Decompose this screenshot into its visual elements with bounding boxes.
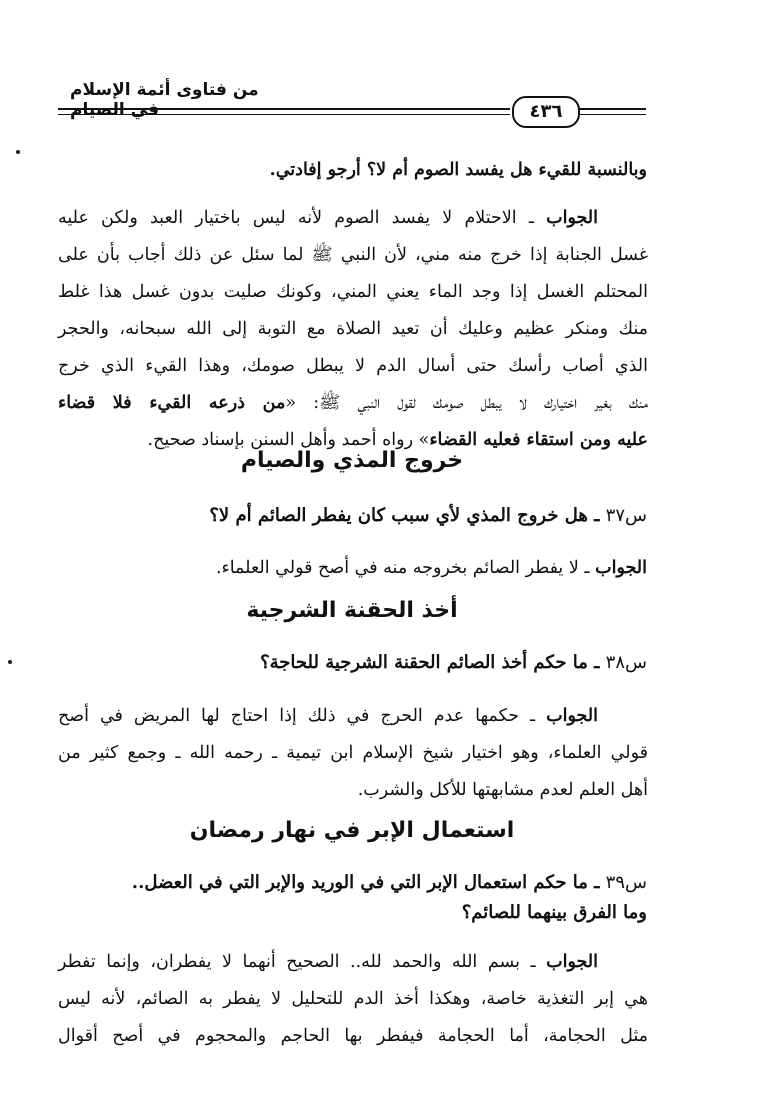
header-rule	[58, 108, 510, 110]
answer-38: الجواب ـ حكمها عدم الحرج في ذلك إذا احتاج لها المريض في أصح قولي العلماء، وهو اختيار شيخ الإسلام ابن تيمية ـ رحمه الله ـ وجمع كثير من أهل العلم لعدم مشابهتها للأكل والشرب.	[58, 706, 648, 800]
header-rule-thin	[58, 114, 510, 115]
margin-mark	[16, 150, 20, 154]
section-heading: استعمال الإبر في نهار رمضان	[189, 818, 515, 843]
hadith-quote: من ذرعه القيء فلا قضاء	[58, 393, 286, 413]
answer-paragraph: الجواب ـ الاحتلام لا يفسد الصوم لأنه ليس باختيار العبد ولكن عليه غسل الجنابة إذا خرج منه مني، لأن النبي ﷺ لما سئل عن ذلك أجاب بأن على المحتلم الغسل إذا وجد الماء يعني المني، وكونك صليت بدون غسل هذا غلط منك ومنكر عظيم وعليك أن تعيد الصلاة مع التوبة إلى الله سبحانه، والحجر الذي أصاب رأسك حتى أسال الدم لا يبطل صومك، وهذا القيء الذي خرج منك بغير اختيارك لا يبطل صومك لقول النبي ﷺ: «من ذرعه القيء فلا قضاء عليه ومن استقاء فعليه القضاء» رواه أحمد وأهل السنن بإسناد صحيح.	[58, 208, 648, 450]
question-continuation: وبالنسبة للقيء هل يفسد الصوم أم لا؟ أرجو إفادتي.	[269, 160, 647, 180]
running-title: من فتاوى أئمة الإسلام في الصيام	[70, 80, 259, 120]
question-37: س٣٧ ـ هل خروج المذي لأي سبب كان يفطر الصائم أم لا؟	[209, 505, 647, 526]
header-rule	[578, 108, 646, 110]
margin-mark	[8, 660, 12, 664]
section-heading: أخذ الحقنة الشرجية	[246, 598, 458, 623]
question-38: س٣٨ ـ ما حكم أخذ الصائم الحقنة الشرجية للحاجة؟	[260, 652, 647, 673]
hadith-quote: عليه ومن استقاء فعليه القضاء	[429, 430, 648, 450]
answer-label: الجواب	[546, 208, 598, 228]
answer-37: الجواب ـ لا يفطر الصائم بخروجه منه في أصح قولي العلماء.	[215, 558, 647, 578]
question-39-cont: وما الفرق بينهما للصائم؟	[461, 902, 647, 923]
header-rule-thin	[578, 114, 646, 115]
question-39: س٣٩ ـ ما حكم استعمال الإبر التي في الوريد والإبر التي في العضل..	[131, 872, 647, 893]
answer-39: الجواب ـ بسم الله والحمد لله.. الصحيح أنهما لا يفطران، وإنما تفطر هي إبر التغذية خاصة، وهكذا أخذ الدم للتحليل لا يفطر به الصائم، لأنه ليس مثل الحجامة، أما الحجامة فيفطر بها الحاجم والمحجوم في أصح أقوال	[58, 952, 648, 1046]
page-number: ٤٣٦	[512, 96, 580, 128]
section-heading: خروج المذي والصيام	[240, 448, 464, 473]
